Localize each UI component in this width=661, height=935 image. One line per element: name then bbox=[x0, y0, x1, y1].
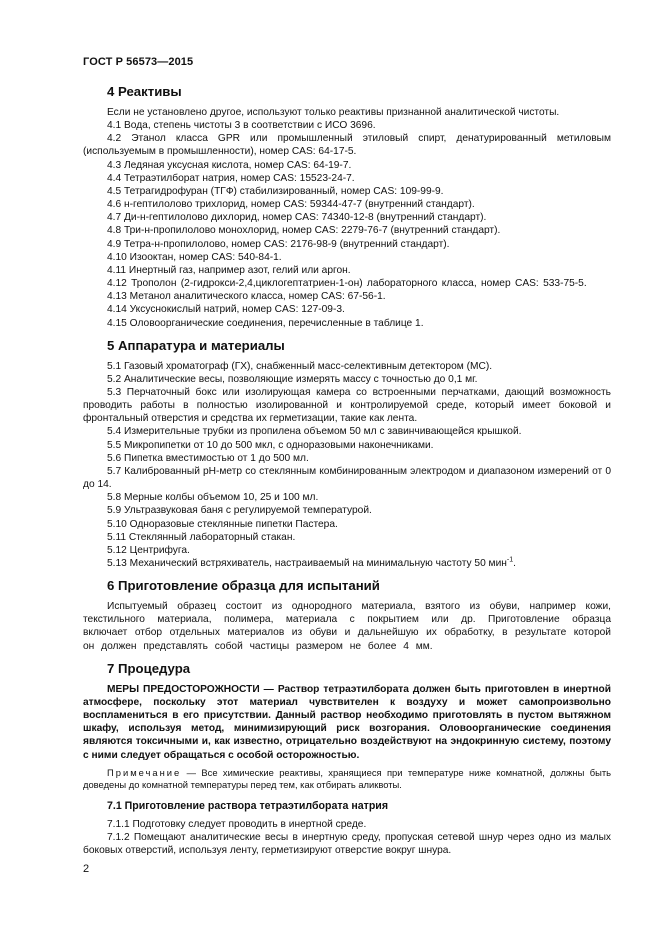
item-5-5: 5.5 Микропипетки от 10 до 500 мкл, с одноразовыми наконечниками. bbox=[107, 439, 434, 451]
item-5-7: 5.7 Калиброванный pH-метр со стеклянным комбинированным электродом и диапазоном измерений от 0 до 14. bbox=[83, 465, 611, 491]
item-5-8: 5.8 Мерные колбы объемом 10, 25 и 100 мл. bbox=[107, 492, 319, 504]
item-5-13-text: 5.13 Механический встряхиватель, настраиваемый на минимальную частоту 50 мин bbox=[107, 558, 507, 569]
document-body bbox=[83, 84, 611, 857]
item-4-8: 4.8 Три-н-пропилолово монохлорид, номер CAS: 2279-76-7 (внутренний стандарт). bbox=[107, 225, 501, 237]
item-4-10: 4.10 Изооктан, номер CAS: 540-84-1. bbox=[107, 251, 282, 263]
item-4-9: 4.9 Тетра-н-пропилолово, номер CAS: 2176-98-9 (внутренний стандарт). bbox=[107, 238, 450, 250]
item-4-15: 4.15 Оловоорганические соединения, перечисленные в таблице 1. bbox=[107, 317, 424, 329]
item-4-5: 4.5 Тетрагидрофуран (ТГФ) стабилизированный, номер CAS: 109-99-9. bbox=[107, 185, 444, 197]
item-4-14: 4.14 Уксуснокислый натрий, номер CAS: 127-09-3. bbox=[107, 304, 345, 316]
item-4-11: 4.11 Инертный газ, например азот, гелий или аргон. bbox=[107, 264, 351, 276]
item-5-9: 5.9 Ультразвуковая баня с регулируемой температурой. bbox=[107, 505, 372, 517]
section-6-title: 6 Приготовление образца для испытаний bbox=[107, 578, 380, 594]
item-4-2: 4.2 Этанол класса GPR или промышленный этиловый спирт, денатурированный метиловым (используемым в промышленности), номер CAS: 64-17-5. bbox=[83, 133, 611, 158]
item-5-13-period: . bbox=[513, 558, 516, 569]
item-5-4: 5.4 Измерительные трубки из пропилена объемом 50 мл с завинчивающейся крышкой. bbox=[107, 426, 522, 438]
subsection-7-1-title: 7.1 Приготовление раствора тетраэтилбората натрия bbox=[107, 799, 388, 812]
item-5-1: 5.1 Газовый хроматограф (ГХ), снабженный масс-селективным детектором (МС). bbox=[107, 360, 493, 372]
item-5-10: 5.10 Одноразовые стеклянные пипетки Пастера. bbox=[107, 518, 338, 530]
item-5-11: 5.11 Стеклянный лабораторный стакан. bbox=[107, 531, 296, 543]
item-4-7: 4.7 Ди-н-гептилолово дихлорид, номер CAS: 74340-12-8 (внутренний стандарт). bbox=[107, 212, 487, 224]
item-5-3: 5.3 Перчаточный бокс или изолирующая камера со встроенными перчатками, дающий возможность проводить работы в полностью изолированной и контролируемой среде, который имеет боковой и фронтальный отверстия и средства их герметизации, такие как лента. bbox=[83, 386, 611, 425]
document-header: ГОСТ Р 56573—2015 bbox=[83, 56, 194, 68]
section-5-title: 5 Аппаратура и материалы bbox=[107, 337, 285, 353]
section-4-intro: Если не установлено другое, используют только реактивы признанной аналитической чистоты. bbox=[107, 107, 560, 118]
safety-warning: МЕРЫ ПРЕДОСТОРОЖНОСТИ — Раствор тетраэтилбората должен быть приготовлен в инертной атмосфере, поскольку этот материал чувствителен к воздуху и может самопроизвольно воспламениться в его присутствии. Данный раствор необходимо приготовлять в пустом вытяжном шкафу, используя метод, минимизирующий риск возгорания. Оловоорганические соединения являются токсичными и, как известно, отрицательно воздействуют на эндокринную систему, поэтому с ними следует обращаться с особой осторожностью. bbox=[83, 683, 611, 761]
section-4-title: 4 Реактивы bbox=[107, 84, 182, 99]
item-4-6: 4.6 н-гептилолово трихлорид, номер CAS: 59344-47-7 (внутренний стандарт). bbox=[107, 199, 475, 211]
item-4-12: 4.12 Трополон (2-гидрокси-2,4,циклогептатриен-1-он) лабораторного класса, номер CAS: 533-75-5. bbox=[107, 278, 587, 290]
note-text: — Все химические реактивы, хранящиеся при температуре ниже комнатной, должны быть доведены до комнатной температуры перед тем, как отбирать аликвоты. bbox=[83, 766, 611, 791]
note bbox=[83, 767, 611, 792]
item-4-13: 4.13 Метанол аналитического класса, номер CAS: 67-56-1. bbox=[107, 291, 386, 303]
item-4-4: 4.4 Тетраэтилборат натрия, номер CAS: 15523-24-7. bbox=[107, 172, 355, 184]
item-5-6: 5.6 Пипетка вместимостью от 1 до 500 мл. bbox=[107, 452, 309, 464]
item-4-3: 4.3 Ледяная уксусная кислота, номер CAS: 64-19-7. bbox=[107, 159, 352, 171]
item-7-1-2: 7.1.2 Помещают аналитические весы в инертную среду, пропуская сетевой шнур через одно из малых боковых отверстий, используя ленту, герметизируют отверстие вокруг шнура. bbox=[83, 831, 611, 856]
section-7-title: 7 Процедура bbox=[107, 660, 191, 676]
item-7-1-1: 7.1.1 Подготовку следует проводить в инертной среде. bbox=[107, 818, 367, 830]
page-number: 2 bbox=[83, 863, 90, 875]
item-5-12: 5.12 Центрифуга. bbox=[107, 544, 190, 556]
item-5-13 bbox=[83, 557, 611, 570]
item-4-1: 4.1 Вода, степень чистоты 3 в соответствии с ИСО 3696. bbox=[107, 120, 376, 132]
note-label: Примечание bbox=[107, 766, 182, 778]
section-6-paragraph: Испытуемый образец состоит из однородного материала, взятого из обуви, например кожи, текстильного материала, полимера, материала с покрытием или др. Приготовление образца включает отбор отдельных материалов из обуви и дальнейшую их обработку, в результате которой он должен представлять собой частицы размером не более 4 мм. bbox=[83, 601, 611, 652]
item-5-13-superscript: -1 bbox=[506, 556, 514, 564]
item-5-2: 5.2 Аналитические весы, позволяющие измерять массу с точностью до 0,1 мг. bbox=[107, 373, 478, 385]
